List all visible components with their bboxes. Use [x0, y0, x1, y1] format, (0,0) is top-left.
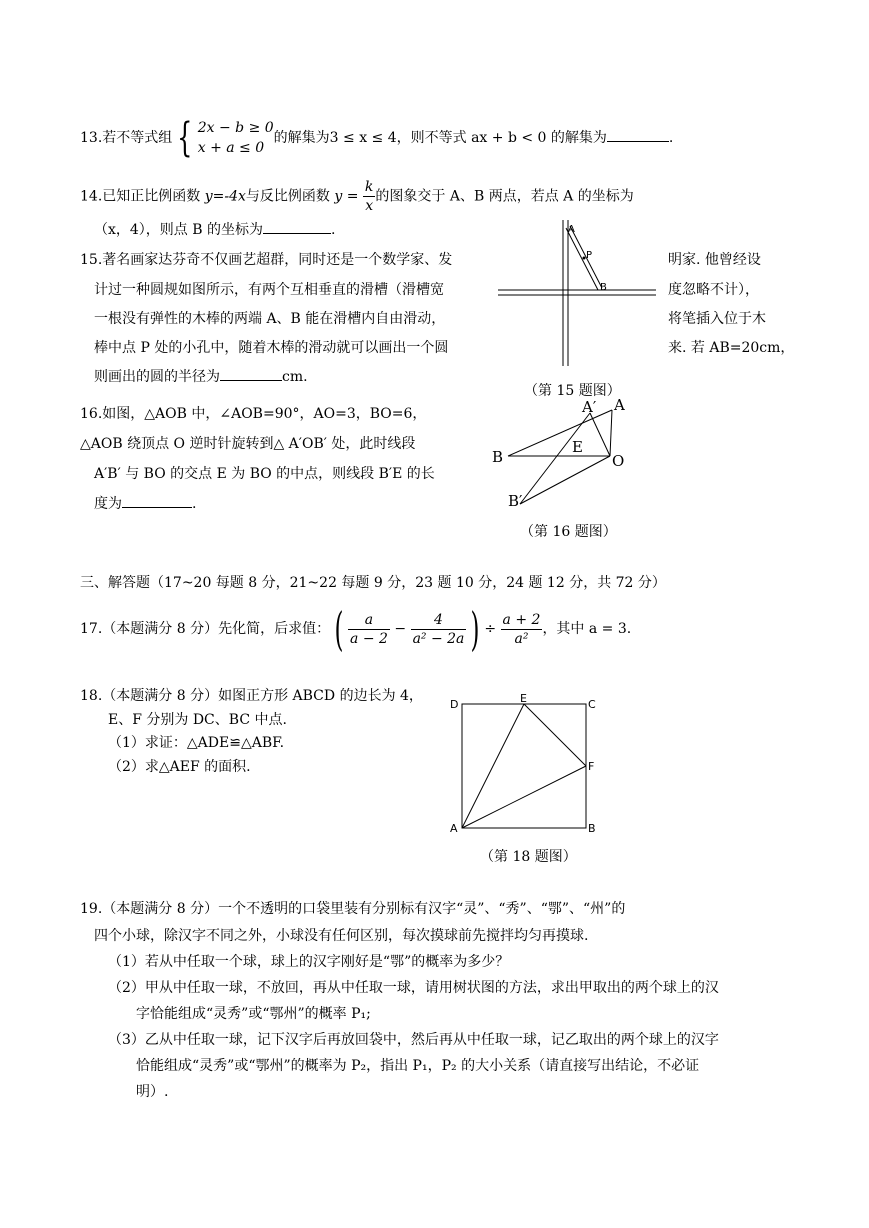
- q17-f1-den: a − 2: [350, 630, 388, 647]
- q14-line2-prefix: （x，4），则点 B 的坐标为: [94, 222, 263, 238]
- q16-line2: △AOB 绕顶点 O 逆时针旋转到△ A′OB′ 处，此时线段: [80, 436, 416, 452]
- q14-mid: 与反比例函数: [245, 188, 330, 205]
- q19-line6: （3）乙从中任取一球，记下汉字后再放回袋中，然后再从中任取一球，记乙取出的两个球上的汉字: [108, 1032, 719, 1048]
- q15-line1b: 明家. 他曾经设: [668, 252, 761, 268]
- question-17: [80, 602, 632, 656]
- q17-left-paren: (: [334, 602, 344, 656]
- q14-answer-blank[interactable]: [263, 233, 331, 234]
- q18-fig-label-e: E: [520, 692, 527, 705]
- q14-func2-lhs: y =: [334, 188, 359, 205]
- q19-line7: 恰能组成“灵秀”或“鄂州”的概率为 P₂，指出 P₁，P₂ 的大小关系（请直接写出结论，不必证: [136, 1058, 700, 1074]
- q16-line1: 16.如图，△AOB 中，∠AOB=90°，AO=3，BO=6，: [80, 406, 427, 422]
- q17-f2-den: a² − 2a: [412, 630, 465, 647]
- q13-sys-line1: 2x − b ≥ 0: [197, 120, 274, 136]
- q14-func1: y=-4x: [204, 188, 246, 205]
- q18-line1: 18.（本题满分 8 分）如图正方形 ABCD 的边长为 4，: [80, 688, 423, 704]
- q13-system: [198, 118, 274, 158]
- q15-line4b: 来. 若 AB=20cm，: [668, 340, 795, 356]
- q16-line4: [94, 494, 196, 514]
- q16-fig-label-b1: B′: [508, 492, 523, 510]
- q19-line2: 四个小球，除汉字不同之外，小球没有任何区别，每次摸球前先搅拌均匀再摸球.: [94, 928, 589, 944]
- q17-minus: −: [394, 621, 407, 637]
- q13-brace: {: [177, 115, 193, 161]
- q15-line5-suffix: cm.: [282, 369, 308, 385]
- q15-line5: [94, 367, 308, 387]
- q15-fig-label-b: B: [600, 282, 607, 293]
- q18-line3: （1）求证：△ADE≌△ABF.: [108, 735, 285, 751]
- q19-line1: 19.（本题满分 8 分）一个不透明的口袋里装有分别标有汉字“灵”、“秀”、“鄂”、“州”的: [80, 901, 626, 917]
- q15-line3a: 一根没有弹性的木棒的两端 A、B 能在滑槽内自由滑动，: [94, 311, 446, 327]
- q15-line5-prefix: 则画出的圆的半径为: [94, 369, 220, 385]
- q15-fig-label-p: P: [586, 250, 593, 261]
- q16-figure: [490, 396, 640, 516]
- question-13: [80, 115, 674, 161]
- q14-frac-num: k: [364, 179, 374, 195]
- q17-f1-num: a: [348, 611, 390, 630]
- q15-figure: [496, 218, 661, 370]
- q15-line2a: 计过一种圆规如图所示，有两个互相垂直的滑槽（滑槽宽: [94, 282, 444, 298]
- q17-f3-num: a + 2: [502, 611, 541, 628]
- question-14-line1: [80, 178, 634, 215]
- q16-fig-label-a1: A′: [582, 398, 597, 416]
- q16-fig-label-b: B: [492, 448, 504, 466]
- question-14-line2: [94, 220, 335, 240]
- q16-answer-blank[interactable]: [122, 507, 192, 508]
- q17-f3-den: a²: [514, 630, 529, 647]
- q18-fig-label-c: C: [588, 698, 596, 711]
- q18-fig-label-a: A: [450, 822, 458, 835]
- q15-line1a: 15.著名画家达芬奇不仅画艺超群，同时还是一个数学家、发: [80, 252, 453, 268]
- q15-answer-blank[interactable]: [220, 380, 282, 381]
- q15-line3b: 将笔插入位于木: [668, 311, 766, 327]
- q19-line4: （2）甲从中任取一球，不放回，再从中任取一球，请用树状图的方法，求出甲取出的两个球上的汉: [108, 980, 719, 996]
- q17-fraction-2: [411, 611, 467, 648]
- q17-suffix: ，其中 a = 3.: [542, 621, 632, 637]
- q19-line3: （1）若从中任取一个球，球上的汉字刚好是“鄂”的概率为多少？: [108, 954, 510, 970]
- q16-line3: A′B′ 与 BO 的交点 E 为 BO 的中点，则线段 B′E 的长: [94, 466, 435, 482]
- q15-fig-label-a: A: [568, 224, 575, 235]
- q17-f2-num: 4: [411, 611, 467, 630]
- q14-prefix: 14.已知正比例函数: [80, 188, 201, 205]
- q14-frac-den: x: [365, 198, 374, 214]
- q18-fig-label-f: F: [588, 760, 595, 773]
- q17-right-paren: ): [470, 602, 480, 656]
- q17-fraction-1: [348, 611, 390, 648]
- q16-fig-label-a: A: [614, 396, 625, 414]
- q14-line2-suffix: .: [331, 222, 336, 238]
- q15-caption: （第 15 题图）: [524, 383, 621, 399]
- q18-line4: （2）求△AEF 的面积.: [108, 759, 251, 775]
- q19-line5: 字恰能组成“灵秀”或“鄂州”的概率 P₁;: [136, 1006, 371, 1022]
- q14-suffix1: 的图象交于 A、B 两点，若点 A 的坐标为: [375, 188, 634, 205]
- q13-suffix: .: [668, 130, 674, 146]
- q16-fig-label-e: E: [572, 438, 583, 456]
- q18-fig-label-b: B: [588, 822, 596, 835]
- q13-answer-blank[interactable]: [607, 141, 669, 142]
- q19-line8: 明）.: [136, 1084, 169, 1100]
- q16-line4-suffix: .: [192, 496, 197, 512]
- q13-sys-line2: x + a ≤ 0: [197, 140, 265, 156]
- q16-caption: （第 16 题图）: [520, 524, 617, 540]
- q14-fraction: [363, 178, 375, 215]
- q15-line4a: 棒中点 P 处的小孔中，随着木棒的滑动就可以画出一个圆: [94, 340, 449, 356]
- section-3-heading: 三、解答题（17~20 每题 8 分，21~22 每题 9 分，23 题 10 分，24 题 12 分，共 72 分）: [80, 575, 666, 591]
- q18-caption: （第 18 题图）: [480, 849, 577, 865]
- q17-fraction-3: [501, 611, 543, 648]
- q15-line2b: 度忽略不计），: [668, 282, 759, 298]
- q17-prefix: 17.（本题满分 8 分）先化简，后求值：: [80, 621, 331, 637]
- q13-prefix: 13.若不等式组: [80, 130, 173, 146]
- q13-middle: 的解集为3 ≤ x ≤ 4，则不等式 ax + b < 0 的解集为: [273, 130, 607, 146]
- q18-line2: E、F 分别为 DC、BC 中点.: [108, 712, 287, 728]
- q16-fig-label-o: O: [612, 452, 625, 470]
- q17-div: ÷: [484, 621, 497, 637]
- q18-figure: [446, 690, 606, 840]
- q18-fig-label-d: D: [450, 698, 459, 711]
- q16-line4-prefix: 度为: [94, 496, 122, 512]
